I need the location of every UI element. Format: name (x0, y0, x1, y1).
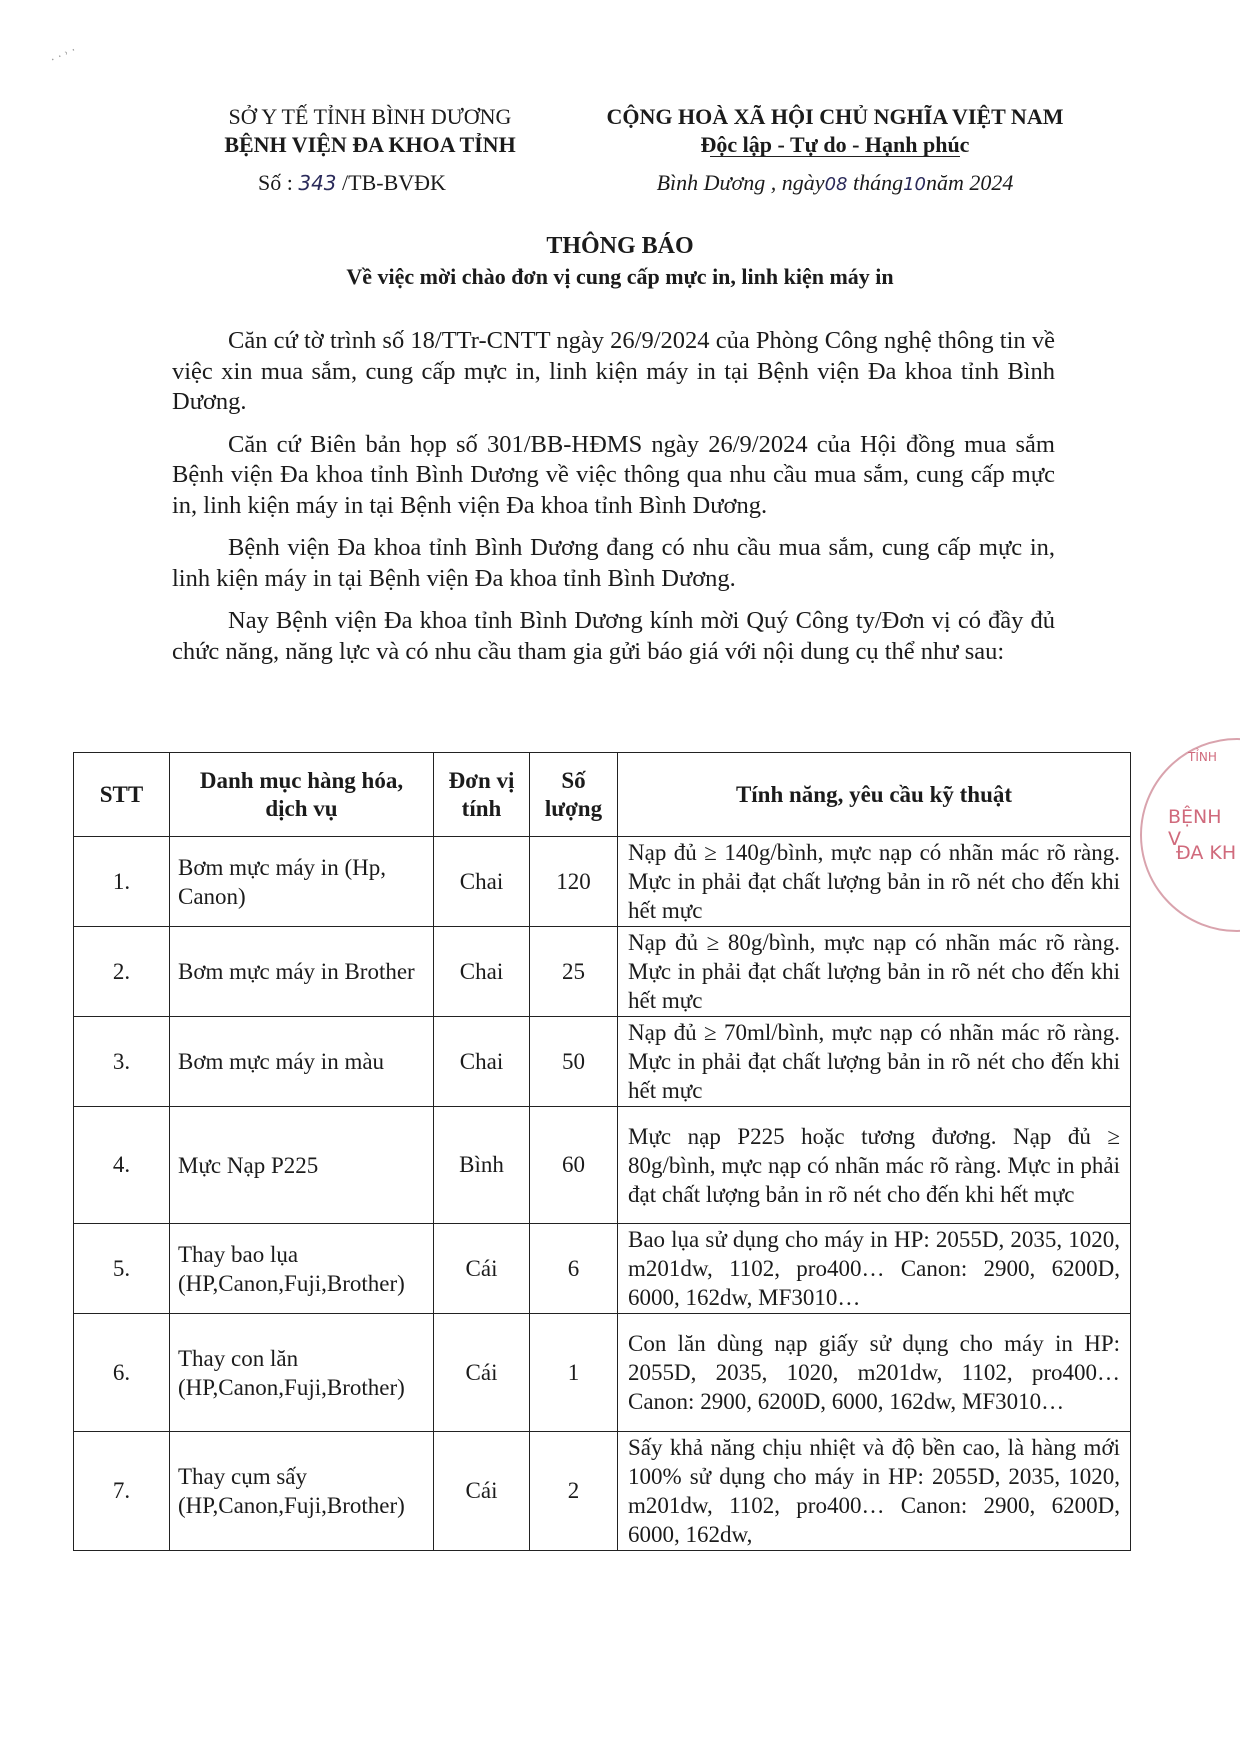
national-motto-block (575, 103, 1095, 199)
number-prefix: Số : (258, 170, 293, 195)
paragraph-2: Căn cứ Biên bản họp số 301/BB-HĐMS ngày 26/9/2024 của Hội đồng mua sắm Bệnh viện Đa khoa tỉnh Bình Dương về việc thông qua nhu cầu mua sắm, cung cấp mực in, linh kiện máy in tại Bệnh viện Đa khoa tỉnh Bình Dương. (172, 430, 1055, 519)
paragraph-1: Căn cứ tờ trình số 18/TTr-CNTT ngày 26/9/2024 của Phòng Công nghệ thông tin về việc xin mua sắm, cung cấp mực in, linh kiện máy in tại Bệnh viện Đa khoa tỉnh Bình Dương. (172, 327, 1055, 415)
header-spec: Tính năng, yêu cầu kỹ thuật (618, 753, 1131, 837)
stamp-top-text: TỈNH (1188, 750, 1217, 764)
document-date (575, 169, 1095, 199)
row-unit: Cái (434, 1224, 530, 1314)
date-day: 08 (824, 174, 848, 195)
table-row (74, 837, 1131, 927)
date-part-3: năm 2024 (926, 170, 1014, 195)
date-month: 10 (903, 174, 926, 195)
number-handwritten: 343 (298, 171, 337, 195)
table-row (74, 1314, 1131, 1432)
country-name: CỘNG HOÀ XÃ HỘI CHỦ NGHĨA VIỆT NAM (606, 104, 1064, 129)
row-spec: Nạp đủ ≥ 140g/bình, mực nạp có nhãn mác rõ ràng. Mực in phải đạt chất lượng bản in rõ nét cho đến khi hết mực (618, 837, 1131, 927)
row-qty: 120 (530, 837, 618, 927)
motto: Độc lập - Tự do - Hạnh phúc (700, 132, 970, 157)
row-qty: 50 (530, 1017, 618, 1107)
paragraph-3: Bệnh viện Đa khoa tỉnh Bình Dương đang có nhu cầu mua sắm, cung cấp mực in, linh kiện máy in tại Bệnh viện Đa khoa tỉnh Bình Dương. (172, 534, 1055, 592)
issuer-department: SỞ Y TẾ TỈNH BÌNH DƯƠNG (228, 104, 512, 129)
row-stt: 1. (74, 837, 170, 927)
header-stt: STT (74, 753, 170, 837)
row-unit: Chai (434, 1017, 530, 1107)
table-row (74, 1224, 1131, 1314)
row-stt: 5. (74, 1224, 170, 1314)
row-unit: Cái (434, 1314, 530, 1432)
row-qty: 2 (530, 1432, 618, 1551)
row-name: Thay bao lụa (HP,Canon,Fuji,Brother) (170, 1224, 434, 1314)
row-qty: 25 (530, 927, 618, 1017)
row-stt: 3. (74, 1017, 170, 1107)
row-spec: Nạp đủ ≥ 70ml/bình, mực nạp có nhãn mác rõ ràng. Mực in phải đạt chất lượng bản in rõ nét cho đến khi hết mực (618, 1017, 1131, 1107)
row-stt: 6. (74, 1314, 170, 1432)
row-spec: Sấy khả năng chịu nhiệt và độ bền cao, là hàng mới 100% sử dụng cho máy in HP: 2055D, 2035, 1020, m201dw, 1102, pro400… Canon: 2900, 6200D, 6000, 162dw, (618, 1432, 1131, 1551)
row-name: Thay cụm sấy (HP,Canon,Fuji,Brother) (170, 1432, 434, 1551)
table-row (74, 1017, 1131, 1107)
document-subtitle: Về việc mời chào đơn vị cung cấp mực in, linh kiện máy in (346, 264, 894, 289)
row-spec: Nạp đủ ≥ 80g/bình, mực nạp có nhãn mác rõ ràng. Mực in phải đạt chất lượng bản in rõ nét cho đến khi hết mực (618, 927, 1131, 1017)
number-suffix: /TB-BVĐK (342, 170, 446, 195)
document-body (172, 326, 1055, 679)
row-qty: 60 (530, 1107, 618, 1224)
row-name: Mực Nạp P225 (170, 1107, 434, 1224)
row-spec: Con lăn dùng nạp giấy sử dụng cho máy in HP: 2055D, 2035, 1020, m201dw, 1102, pro400… Canon: 2900, 6200D, 6000, 162dw, MF3010… (618, 1314, 1131, 1432)
row-qty: 1 (530, 1314, 618, 1432)
row-name: Thay con lăn (HP,Canon,Fuji,Brother) (170, 1314, 434, 1432)
stamp-line-2: ĐA KH (1176, 842, 1237, 864)
table-row (74, 927, 1131, 1017)
document-number (200, 169, 540, 197)
row-qty: 6 (530, 1224, 618, 1314)
row-name: Bơm mực máy in (Hp, Canon) (170, 837, 434, 927)
margin-scribble: ‧ ‧ ˒ ‧ (48, 43, 79, 67)
date-part-2: tháng (847, 170, 904, 195)
document-title: THÔNG BÁO (546, 233, 694, 259)
header-qty: Số lượng (530, 753, 618, 837)
date-part-1: Bình Dương , ngày (656, 170, 825, 195)
stamp-line-1: BỆNH V (1168, 806, 1222, 850)
table-row (74, 1107, 1131, 1224)
row-unit: Bình (434, 1107, 530, 1224)
row-unit: Chai (434, 927, 530, 1017)
issuer-block (200, 103, 540, 197)
row-spec: Mực nạp P225 hoặc tương đương. Nạp đủ ≥ 80g/bình, mực nạp có nhãn mác rõ ràng. Mực in phải đạt chất lượng bản in rõ nét cho đến khi hết mực (618, 1107, 1131, 1224)
row-stt: 2. (74, 927, 170, 1017)
table-header-row (74, 753, 1131, 837)
paragraph-4: Nay Bệnh viện Đa khoa tỉnh Bình Dương kính mời Quý Công ty/Đơn vị có đầy đủ chức năng, năng lực và có nhu cầu tham gia gửi báo giá với nội dung cụ thể như sau: (172, 607, 1055, 665)
row-stt: 4. (74, 1107, 170, 1224)
row-stt: 7. (74, 1432, 170, 1551)
row-name: Bơm mực máy in màu (170, 1017, 434, 1107)
row-unit: Cái (434, 1432, 530, 1551)
row-unit: Chai (434, 837, 530, 927)
row-spec: Bao lụa sử dụng cho máy in HP: 2055D, 2035, 1020, m201dw, 1102, pro400… Canon: 2900, 6200D, 6000, 162dw, MF3010… (618, 1224, 1131, 1314)
row-name: Bơm mực máy in Brother (170, 927, 434, 1017)
header-unit: Đơn vị tính (434, 753, 530, 837)
header-name: Danh mục hàng hóa, dịch vụ (170, 753, 434, 837)
table-row (74, 1432, 1131, 1551)
issuer-hospital: BỆNH VIỆN ĐA KHOA TỈNH (224, 132, 516, 157)
goods-table (73, 752, 1131, 1551)
motto-underline (710, 156, 960, 157)
